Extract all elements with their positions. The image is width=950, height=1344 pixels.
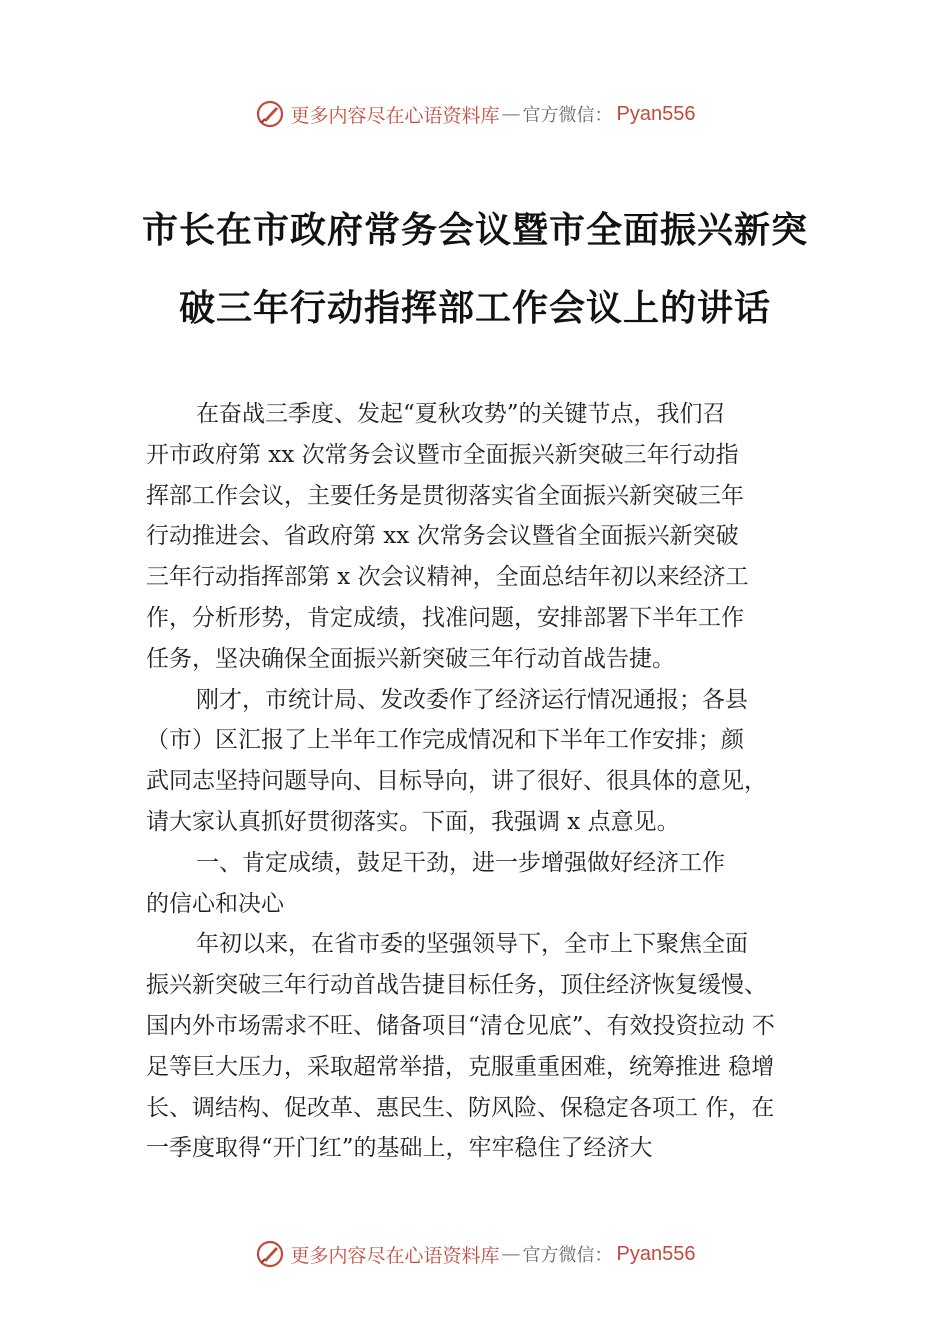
body-line: 开市政府第 xx 次常务会议暨市全面振兴新突破三年行动指 [146,441,739,468]
banner-wechat-id: Pyan556 [616,1242,696,1265]
brand-logo-icon [255,99,285,129]
body-line: 行动推进会、省政府第 xx 次常务会议暨省全面振兴新突破 [146,523,739,550]
banner-separator: — [501,1243,521,1265]
banner-wechat-label: 官方微信： [522,105,613,126]
document-title-line-1: 市长在市政府常务会议暨市全面振兴新突 [141,209,808,251]
body-line: 任务，坚决确保全面振兴新突破三年行动首战告捷。 [146,645,675,672]
document-body [146,394,836,1169]
body-line: 三年行动指挥部第 x 次会议精神，全面总结年初以来经济工 [146,564,749,591]
banner-wechat-id: Pyan556 [616,102,696,125]
body-line: 武同志坚持问题导向、目标导向，讲了很好、很具体的意见， [146,768,767,795]
banner-separator: — [501,103,521,125]
body-line: 刚才，市统计局、发改委作了经济运行情况通报；各县 [196,686,748,713]
body-line: 请大家认真抓好贯彻落实。下面，我强调 x 点意见。 [146,808,680,835]
body-line: 振兴新突破三年行动首战告捷目标任务，顶住经济恢复缓慢、 [146,972,767,999]
banner-brand-text: 更多内容尽在心语资料库 [290,104,500,127]
body-line: 在奋战三季度、发起“夏秋攻势”的关键节点，我们召 [196,401,726,427]
footer-watermark-banner [0,1234,950,1274]
section-heading-line: 的信心和决心 [146,890,284,917]
body-line: 年初以来，在省市委的坚强领导下，全市上下聚焦全面 [196,931,748,958]
document-title-line-2: 破三年行动指挥部工作会议上的讲话 [178,287,771,329]
section-heading-line: 一、肯定成绩，鼓足干劲，进一步增强做好经济工作 [196,849,725,876]
body-line: 挥部工作会议，主要任务是贯彻落实省全面振兴新突破三年 [146,482,744,509]
brand-logo-icon [255,1239,285,1269]
banner-wechat-label: 官方微信： [522,1245,613,1266]
body-line: 作，分析形势，肯定成绩，找准问题，安排部署下半年工作 [146,604,744,631]
body-line: 国内外市场需求不旺、储备项目“清仓见底”、有效投资拉动 不 [146,1012,775,1039]
body-line: 一季度取得“开门红”的基础上，牢牢稳住了经济大 [146,1135,653,1162]
body-line: 长、调结构、促改革、惠民生、防风险、保稳定各项工 作，在 [146,1094,775,1121]
banner-brand-text: 更多内容尽在心语资料库 [290,1244,500,1267]
body-line: （市）区汇报了上半年工作完成情况和下半年工作安排；颜 [146,727,744,754]
body-line: 足等巨大压力，采取超常举措，克服重重困难，统筹推进 稳增 [146,1053,775,1080]
header-watermark-banner [0,94,950,134]
